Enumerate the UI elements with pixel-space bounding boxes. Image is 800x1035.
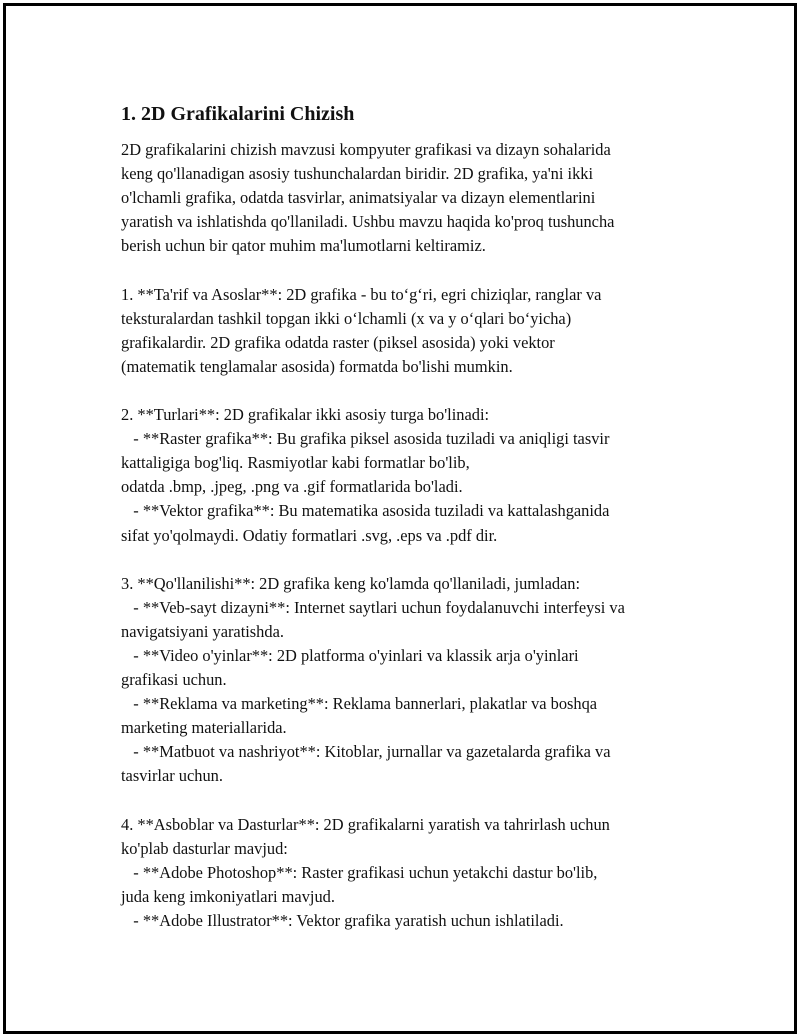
text-line: - **Video o'yinlar**: 2D platforma o'yinlari va klassik arja o'yinlari <box>121 645 579 665</box>
text-line: o'lchamli grafika, odatda tasvirlar, animatsiyalar va dizayn elementlarini <box>121 188 596 208</box>
text-line: sifat yo'qolmaydi. Odatiy formatlari .svg, .eps va .pdf dir. <box>121 525 498 545</box>
text-line: juda keng imkoniyatlari mavjud. <box>121 886 335 906</box>
text-line: odatda .bmp, .jpeg, .png va .gif formatlarida bo'ladi. <box>121 477 463 497</box>
text-line: yaratish va ishlatishda qo'llaniladi. Ushbu mavzu haqida ko'proq tushuncha <box>121 212 615 232</box>
paragraph-spacer <box>121 258 691 282</box>
text-line: 1. **Ta'rif va Asoslar**: 2D grafika - bu to‘g‘ri, egri chiziqlar, ranglar va <box>121 284 602 304</box>
text-line: - **Matbuot va nashriyot**: Kitoblar, jurnallar va gazetalarda grafika va <box>121 742 611 762</box>
text-line: 2. **Turlari**: 2D grafikalar ikki asosiy turga bo'linadi: <box>121 405 490 425</box>
document-title: 1. 2D Grafikalarini Chizish <box>121 103 355 125</box>
text-line: - **Adobe Illustrator**: Vektor grafika yaratish uchun ishlatiladi. <box>121 911 564 930</box>
text-line: (matematik tenglamalar asosida) formatda bo'lishi mumkin. <box>121 356 513 376</box>
text-line: - **Vektor grafika**: Bu matematika asosida tuziladi va kattalashganida <box>121 501 610 521</box>
text-line: grafikalardir. 2D grafika odatda raster (piksel asosida) yoki vektor <box>121 332 555 352</box>
text-line: - **Raster grafika**: Bu grafika piksel asosida tuziladi va aniqligi tasvir <box>121 429 610 449</box>
text-line: 2D grafikalarini chizish mavzusi kompyuter grafikasi va dizayn sohalarida <box>121 140 611 159</box>
section-usage <box>121 572 691 789</box>
section-tools <box>121 813 691 933</box>
text-line: berish uchun bir qator muhim ma'lumotlarni keltiramiz. <box>121 236 486 256</box>
text-line: marketing materiallarida. <box>121 718 287 738</box>
page-frame <box>3 3 797 1034</box>
text-line: navigatsiyani yaratishda. <box>121 621 284 641</box>
text-line: kattaligiga bog'liq. Rasmiyotlar kabi formatlar bo'lib, <box>121 453 470 473</box>
text-line: tasvirlar uchun. <box>121 766 223 786</box>
text-line: 4. **Asboblar va Dasturlar**: 2D grafikalarni yaratish va tahrirlash uchun <box>121 814 610 834</box>
text-line: teksturalardan tashkil topgan ikki o‘lchamli (x va y o‘qlari bo‘yicha) <box>121 308 572 328</box>
document-body <box>121 102 691 933</box>
paragraph-spacer <box>121 379 691 403</box>
text-line: ko'plab dasturlar mavjud: <box>121 838 288 858</box>
paragraph-spacer <box>121 789 691 813</box>
text-line: grafikasi uchun. <box>121 670 227 690</box>
paragraph-spacer <box>121 548 691 572</box>
text-line: - **Veb-sayt dizayni**: Internet saytlari uchun foydalanuvchi interfeysi va <box>121 597 625 617</box>
section-definition <box>121 283 691 379</box>
text-line: - **Adobe Photoshop**: Raster grafikasi uchun yetakchi dastur bo'lib, <box>121 862 598 882</box>
text-line: keng qo'llanadigan asosiy tushunchalardan biridir. 2D grafika, ya'ni ikki <box>121 164 594 184</box>
text-line: 3. **Qo'llanilishi**: 2D grafika keng ko'lamda qo'llaniladi, jumladan: <box>121 573 581 593</box>
section-types <box>121 403 691 548</box>
intro-paragraph <box>121 138 691 258</box>
text-line: - **Reklama va marketing**: Reklama bannerlari, plakatlar va boshqa <box>121 694 598 714</box>
